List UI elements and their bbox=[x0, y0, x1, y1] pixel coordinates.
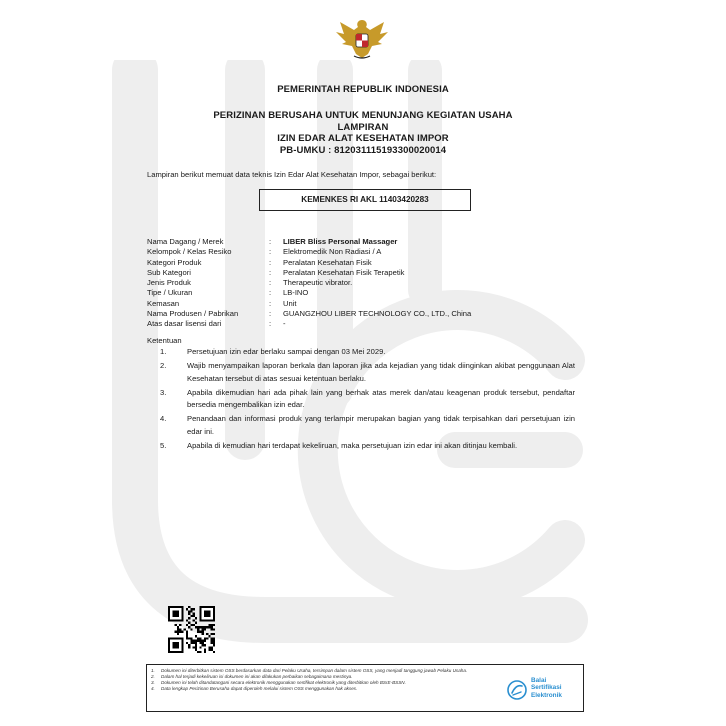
field-label: Tipe / Ukuran bbox=[147, 288, 193, 298]
footer-note-text: Dokumen ini diterbitkan sistem OSS berdasarkan data dari Pelaku Usaha, tersimpan dalam sistem OSS, yang menjadi tanggung jawab Pelaku Usaha. bbox=[161, 668, 468, 673]
field-label: Kelompok / Kelas Resiko bbox=[147, 247, 232, 257]
title-line: PERIZINAN BERUSAHA UNTUK MENUNJANG KEGIATAN USAHA bbox=[213, 110, 513, 121]
field-colon: : bbox=[269, 257, 272, 267]
intro-text: Lampiran berikut memuat data teknis Izin Edar Alat Kesehatan Impor, sebagai berikut: bbox=[147, 170, 437, 179]
field-label: Kemasan bbox=[147, 298, 180, 308]
footer-note-number: 2. bbox=[151, 673, 155, 679]
government-heading: PEMERINTAH REPUBLIK INDONESIA bbox=[277, 84, 449, 95]
footer-note-text: Dalam hal terjadi kekeliruan isi dokumen ini akan dilakukan perbaikan sebagaimana mestinya. bbox=[161, 673, 353, 679]
garuda-emblem-icon bbox=[334, 14, 390, 62]
field-value: Therapeutic vibrator. bbox=[283, 278, 353, 288]
field-colon: : bbox=[269, 288, 272, 298]
field-label: Jenis Produk bbox=[147, 278, 191, 288]
footer-notes-box bbox=[146, 664, 584, 712]
term-text: Persetujuan izin edar berlaku sampai dengan 03 Mei 2029. bbox=[187, 347, 386, 356]
qr-code-icon[interactable] bbox=[168, 606, 215, 653]
term-text: Wajib menyampaikan laporan berkala dan laporan jika ada kejadian yang tidak diinginkan akibat penggunaan Alat Kesehatan tersebut di atas sesuai ketentuan berlaku. bbox=[187, 360, 575, 383]
bsre-line: Elektronik bbox=[531, 691, 562, 699]
term-number: 5. bbox=[160, 440, 167, 450]
field-value: Peralatan Kesehatan Fisik Terapetik bbox=[283, 267, 405, 277]
list-item bbox=[160, 346, 575, 359]
bsre-logo bbox=[507, 673, 581, 705]
field-value: Unit bbox=[283, 298, 297, 308]
term-number: 2. bbox=[160, 360, 167, 370]
bsre-text bbox=[531, 677, 562, 699]
bsre-line: Balai bbox=[531, 677, 547, 684]
field-value: LB-INO bbox=[283, 288, 309, 298]
pb-umku-number: PB-UMKU : 812031115193300020014 bbox=[279, 144, 447, 156]
field-colon: : bbox=[269, 247, 272, 257]
field-label: Kategori Produk bbox=[147, 257, 202, 267]
field-label: Nama Produsen / Pabrikan bbox=[147, 309, 239, 319]
field-colon: : bbox=[269, 319, 272, 329]
title-line: IZIN EDAR ALAT KESEHATAN IMPOR bbox=[277, 133, 449, 144]
field-value-brand: LIBER Bliss Personal Massager bbox=[283, 237, 398, 246]
field-value: Elektromedik Non Radiasi / A bbox=[283, 247, 382, 257]
field-value: GUANGZHOU LIBER TECHNOLOGY CO., LTD., China bbox=[283, 309, 472, 319]
registration-number-box: KEMENKES RI AKL 11403420283 bbox=[259, 189, 471, 211]
field-colon: : bbox=[269, 298, 272, 308]
footer-note-number: 4. bbox=[151, 685, 155, 691]
field-colon: : bbox=[269, 237, 272, 246]
footer-note-text: Dokumen ini telah ditandatangani secara elektronik menggunakan sertifikat elektronik yang diterbitkan oleh BSrE-BSSN. bbox=[161, 679, 406, 685]
field-value: Peralatan Kesehatan Fisik bbox=[283, 257, 372, 267]
document-title bbox=[0, 110, 726, 156]
term-number: 4. bbox=[160, 414, 167, 424]
footer-note-text: Data lengkap Perizinan Berusaha dapat diperoleh melalui sistem OSS menggunakan hak akses. bbox=[161, 685, 358, 691]
term-number: 3. bbox=[160, 387, 167, 397]
bsre-line: Sertifikasi bbox=[531, 684, 562, 692]
list-item bbox=[160, 440, 575, 453]
list-item bbox=[160, 413, 575, 438]
term-text: Penandaan dan informasi produk yang terlampir merupakan bagian yang tidak terpisahkan dari persetujuan izin edar ini. bbox=[187, 414, 575, 436]
term-number: 1. bbox=[160, 347, 167, 356]
field-colon: : bbox=[269, 278, 272, 288]
ketentuan-list bbox=[160, 346, 575, 454]
field-value: - bbox=[283, 319, 286, 329]
list-item bbox=[160, 387, 575, 412]
footer-note-number: 3. bbox=[151, 679, 155, 685]
field-colon: : bbox=[269, 309, 272, 319]
field-label: Atas dasar lisensi dari bbox=[147, 319, 222, 329]
title-line: LAMPIRAN bbox=[337, 121, 389, 133]
footer-note bbox=[151, 686, 499, 692]
footer-note-number: 1. bbox=[151, 668, 155, 673]
field-label: Nama Dagang / Merek bbox=[147, 237, 224, 246]
bsre-emblem-icon bbox=[507, 680, 527, 700]
term-text: Apabila di kemudian hari terdapat kekeliruan, maka persetujuan izin edar ini akan ditinjau kembali. bbox=[187, 440, 518, 450]
ketentuan-heading: Ketentuan bbox=[147, 336, 182, 345]
footer-notes bbox=[151, 668, 499, 692]
term-text: Apabila dikemudian hari ada pihak lain yang berhak atas merek dan/atau keagenan produk tersebut, pendaftar bersedia mengembalikan izin edar. bbox=[187, 387, 575, 410]
field-label: Sub Kategori bbox=[147, 267, 191, 277]
list-item bbox=[160, 360, 575, 385]
field-colon: : bbox=[269, 267, 272, 277]
